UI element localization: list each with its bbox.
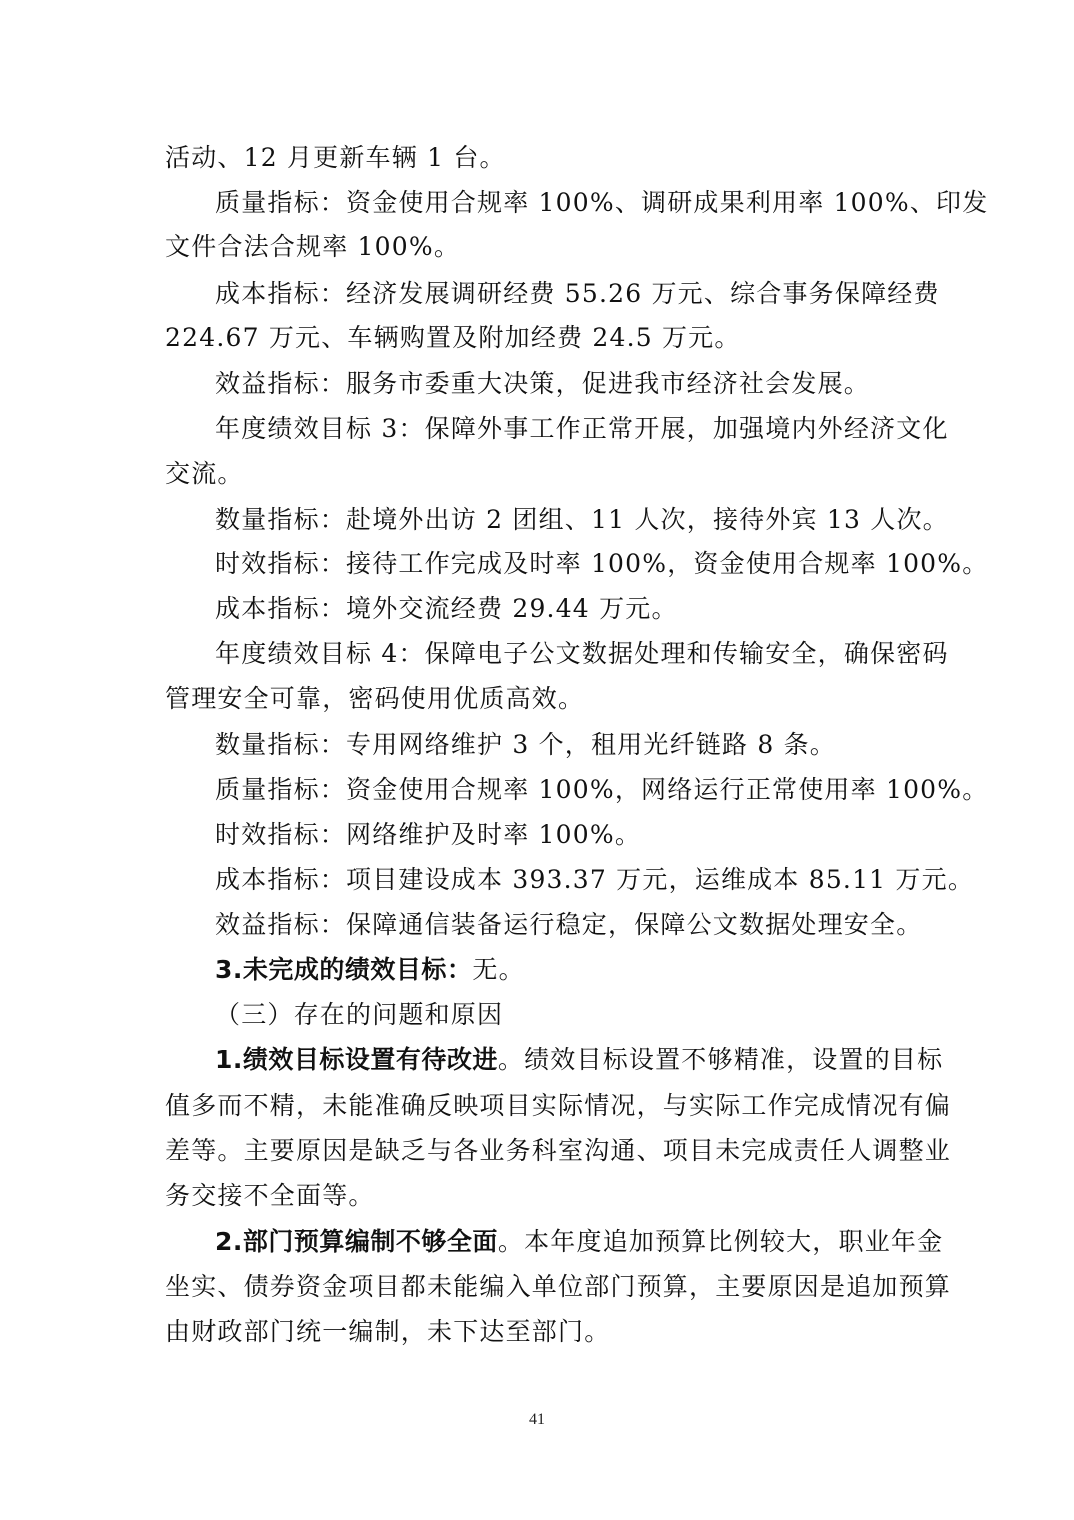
text-line: 效益指标：服务市委重大决策，促进我市经济社会发展。 [215,369,871,398]
text-line: 年度绩效目标 4：保障电子公文数据处理和传输安全，确保密码 [215,639,949,668]
text-line: 值多而不精，未能准确反映项目实际情况，与实际工作完成情况有偏 [165,1091,952,1120]
text-line: 数量指标：赴境外出访 2 团组、11 人次，接待外宾 13 人次。 [215,505,949,534]
text-line: 成本指标：经济发展调研经费 55.26 万元、综合事务保障经费 [215,279,940,308]
bold-lead: 3.未完成的绩效目标： [215,955,473,984]
text-line: 质量指标：资金使用合规率 100%，网络运行正常使用率 100%。 [215,775,989,804]
text-line: 224.67 万元、车辆购置及附加经费 24.5 万元。 [165,323,741,352]
text-line: 2.部门预算编制不够全面。本年度追加预算比例较大，职业年金 [215,1227,944,1256]
text-line: 由财政部门统一编制，未下达至部门。 [165,1317,611,1346]
page-number: 41 [529,1411,545,1428]
section-heading: （三）存在的问题和原因 [215,1000,504,1029]
text-line: 年度绩效目标 3：保障外事工作正常开展，加强境内外经济文化 [215,414,949,443]
text-line: 时效指标：网络维护及时率 100%。 [215,820,642,849]
text-line: 时效指标：接待工作完成及时率 100%，资金使用合规率 100%。 [215,549,989,578]
bold-lead: 1.绩效目标设置有待改进 [215,1045,498,1074]
text-line: 坐实、债券资金项目都未能编入单位部门预算，主要原因是追加预算 [165,1272,952,1301]
text-line: 质量指标：资金使用合规率 100%、调研成果利用率 100%、印发 [215,188,989,217]
text-line: 数量指标：专用网络维护 3 个，租用光纤链路 8 条。 [215,730,837,759]
text-line: 1.绩效目标设置有待改进。绩效目标设置不够精准，设置的目标 [215,1045,944,1074]
text-line: 交流。 [165,459,244,488]
text-line: 务交接不全面等。 [165,1181,375,1210]
text-line: 差等。主要原因是缺乏与各业务科室沟通、项目未完成责任人调整业 [165,1136,952,1165]
bold-lead: 2.部门预算编制不够全面 [215,1227,498,1256]
section-heading: 3.未完成的绩效目标：无。 [215,955,525,984]
text-line: 管理安全可靠，密码使用优质高效。 [165,684,585,713]
text-line: 文件合法合规率 100%。 [165,232,461,261]
text-line: 成本指标：项目建设成本 393.37 万元，运维成本 85.11 万元。 [215,865,975,894]
text-line: 活动、12 月更新车辆 1 台。 [165,143,506,172]
text-line: 成本指标：境外交流经费 29.44 万元。 [215,594,678,623]
text-line: 效益指标：保障通信装备运行稳定，保障公文数据处理安全。 [215,910,923,939]
